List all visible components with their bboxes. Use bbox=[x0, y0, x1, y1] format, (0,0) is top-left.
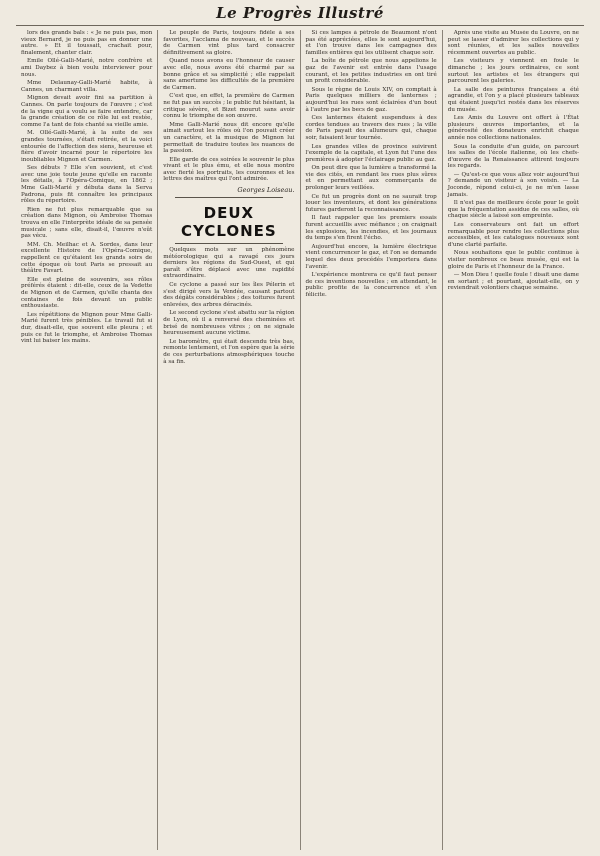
paragraph: Sous le règne de Louis XIV, on comptait à Paris quelques milliers de lanternes ; aujourd'hui les rues sont éclairées d'un bout à l'autre par les becs de gaz. bbox=[305, 86, 437, 113]
paragraph: Ces lanternes étaient suspendues à des cordes tendues au travers des rues ; la ville de Paris payait des allumeurs qui, chaque soir, faisaient leur tournée. bbox=[305, 115, 437, 141]
paragraph: lors des grands bals : « Je ne puis pas, mon vieux Bernard, je ne puis pas en donner une autre. » Et il toussait, crachait pour, finalement, chanter clair. bbox=[21, 30, 153, 56]
paragraph: Ce fut un progrès dont on ne saurait trop louer les inventeurs, et dont les générations futures garderont la reconnaissance. bbox=[305, 193, 437, 213]
paragraph: Mignon devait avoir fini sa partition à Cannes. On parle toujours de l'œuvre ; c'est de la vigne qui a voulu se faire entendre, car la grande création de ce rôle lui est restée, comme l'a tant de fois chanté sa vieille amie. bbox=[21, 95, 153, 128]
column-3 bbox=[300, 30, 442, 850]
article-cyclones bbox=[163, 204, 294, 365]
article-signature: Georges Loiseau. bbox=[237, 186, 295, 195]
article-galli-marie bbox=[21, 30, 152, 345]
paragraph: M. Ollé-Galli-Marié, à la suite de ses grandes tournées, s'était retirée, et la voici entourée de l'affection des siens, heureuse et fière d'avoir incarné pour le répertoire les inoubliables Mignon et Carmen. bbox=[21, 130, 153, 163]
section-divider bbox=[175, 197, 282, 198]
paragraph: Les conservateurs ont fait un effort remarquable pour rendre les collections plus accessibles, et les catalogues nouveaux sont d'une clarté parfaite. bbox=[447, 222, 579, 248]
paragraph: Ses débuts ? Elle s'en souvient, et c'est avec une joie toute jeune qu'elle en raconte les détails, à l'Opéra-Comique, en 1862 ; Mme Galli-Marié y débuta dans la Serva Padrona, puis fit connaître les principaux rôles du répertoire. bbox=[21, 165, 153, 205]
paragraph: Les visiteurs y viennent en foule le dimanche ; les jours ordinaires, ce sont surtout les artistes et les étrangers qui parcourent les galeries. bbox=[447, 58, 579, 85]
columns bbox=[16, 30, 584, 850]
paragraph: Quelques mots sur un phénomène météorologique qui a ravagé ces jours derniers les régions du Sud-Ouest, et qui paraît s'être déplacé avec une rapidité extraordinaire. bbox=[163, 247, 295, 280]
column-2 bbox=[157, 30, 299, 850]
paragraph: Ce cyclone a passé sur les îles Pélerin et s'est dirigé vers la Vendée, causant partout des dégâts considérables ; des toitures furent enlevées, des arbres déracinés. bbox=[163, 282, 295, 308]
paragraph: La salle des peintures françaises a été agrandie, et l'on y a placé plusieurs tableaux qui étaient jusqu'ici restés dans les réserves du musée. bbox=[447, 86, 579, 113]
paragraph: Elle garde de ces soirées le souvenir le plus vivant et le plus ému, et elle nous montre avec fierté les portraits, les couronnes et les lettres des maîtres qui l'ont admirée. bbox=[163, 156, 295, 183]
paragraph: Il n'est pas de meilleure école pour le goût que la fréquentation assidue de ces salles, où chaque siècle a laissé son empreinte. bbox=[447, 200, 579, 220]
paragraph: Rien ne fut plus remarquable que sa création dans Mignon, où Ambroise Thomas trouva en elle l'interprète idéale de sa pensée musicale ; sans elle, disait-il, l'œuvre n'eût pas vécu. bbox=[21, 206, 153, 240]
article-headline: DEUX CYCLONES bbox=[181, 204, 277, 241]
masthead-title: Le Progrès Illustré bbox=[216, 4, 384, 22]
article-continued bbox=[163, 30, 294, 194]
paragraph: Après une visite au Musée du Louvre, on ne peut se lasser d'admirer les collections qui y sont réunies, et les salles nouvelles récemment ouvertes au public. bbox=[447, 30, 579, 56]
masthead bbox=[16, 0, 584, 26]
paragraph: Le second cyclone s'est abattu sur la région de Lyon, où il a renversé des cheminées et brisé de nombreuses vitres ; on ne signale heureusement aucune victime. bbox=[163, 310, 295, 337]
column-1 bbox=[16, 30, 157, 850]
paragraph: Les grandes villes de province suivirent l'exemple de la capitale, et Lyon fut l'une des premières à adopter l'éclairage public au gaz. bbox=[305, 143, 437, 163]
paragraph: MM. Ch. Meilhac et A. Sordes, dans leur excellente Histoire de l'Opéra-Comique, rappellent ce qu'étaient les grands soirs de cette époque où tout Paris se pressait au théâtre Favart. bbox=[21, 241, 153, 275]
paragraph: Le peuple de Paris, toujours fidèle à ses favorites, l'acclama de nouveau, et le succès de Carmen vint plus tard consacrer définitivement sa gloire. bbox=[163, 30, 295, 56]
paragraph: Mme Delaunay-Galli-Marié habite, à Cannes, un charmant villa. bbox=[21, 80, 153, 93]
paragraph: Quand nous avons eu l'honneur de causer avec elle, nous avons été charmé par sa bonne grâce et sa simplicité ; elle rappelait sans amertume les difficultés de la première de Carmen. bbox=[163, 58, 295, 91]
paragraph: Elle est pleine de souvenirs, ses rôles préférés étaient : dit-elle, ceux de la Vedette de Mignon et de Carmen, qu'elle chanta des centaines de fois devant un public enthousiaste. bbox=[21, 276, 153, 310]
article-louvre bbox=[448, 30, 579, 292]
headline-divider bbox=[175, 243, 282, 244]
paragraph: Il faut rappeler que les premiers essais furent accueillis avec méfiance ; on craignait les explosions, les incendies, et les journaux du temps s'en firent l'écho. bbox=[305, 215, 437, 242]
paragraph: Sous la conduite d'un guide, on parcourt les salles de l'école italienne, où les chefs-d'œuvre de la Renaissance attirent toujours les regards. bbox=[447, 143, 579, 170]
paragraph: Les Amis du Louvre ont offert à l'État plusieurs œuvres importantes, et la générosité des donateurs enrichit chaque année nos collections nationales. bbox=[447, 115, 579, 141]
paragraph: C'est que, en effet, la première de Carmen ne fut pas un succès ; le public fut hésitant, la critique sévère, et Bizet mourut sans avoir connu le triomphe de son œuvre. bbox=[163, 93, 295, 120]
paragraph: Les répétitions de Mignon pour Mme Galli-Marié furent très pénibles. Le travail fut si dur, disait-elle, que souvent elle pleura ; et puis ce fut le triomphe, et Ambroise Thomas vint lui baiser les mains. bbox=[21, 311, 153, 345]
paragraph: La boîte de pétrole que nous appelions le gaz de l'avenir est entrée dans l'usage courant, et les petites industries en ont tiré un profit considérable. bbox=[305, 58, 437, 85]
paragraph: Nous souhaitons que le public continue à visiter nombreux ce beau musée, qui est la gloire de Paris et l'honneur de la France. bbox=[447, 250, 579, 270]
paragraph: Si ces lampes à pétrole de Beaumont n'ont pas été appréciées, elles le sont aujourd'hui, et l'on trouve dans les campagnes des familles entières qui les utilisent chaque soir. bbox=[305, 30, 437, 56]
paragraph: Aujourd'hui encore, la lumière électrique vient concurrencer le gaz, et l'on se demande lequel des deux procédés l'emportera dans l'avenir. bbox=[305, 243, 437, 270]
paragraph: Mme Galli-Marié nous dit encore qu'elle aimait surtout les rôles où l'on pouvait créer un caractère, et la musique de Mignon lui permettait de traduire toutes les nuances de la passion. bbox=[163, 121, 295, 155]
paragraph: On peut dire que la lumière a transformé la vie des cités, en rendant les rues plus sûres et en permettant aux commerçants de prolonger leurs veillées. bbox=[305, 165, 437, 192]
paragraph: Le baromètre, qui était descendu très bas, remonte lentement, et l'on espère que la série de ces perturbations atmosphériques touche à sa fin. bbox=[163, 338, 295, 365]
paragraph: — Qu'est-ce que vous allez voir aujourd'hui ? demande un visiteur à son voisin. — La Joconde, répond celui-ci, je ne m'en lasse jamais. bbox=[447, 171, 579, 198]
paragraph: — Mon Dieu ! quelle foule ! disait une dame en sortant ; et pourtant, ajoutait-elle, on y reviendrait volontiers chaque semaine. bbox=[447, 272, 579, 292]
paragraph: Emile Ollé-Galli-Marié, notre confrère et ami Daybez à bien voulu interviewer pour nous. bbox=[21, 58, 153, 78]
article-lighting bbox=[306, 30, 437, 299]
column-4 bbox=[442, 30, 584, 850]
paragraph: L'expérience montrera ce qu'il faut penser de ces inventions nouvelles ; en attendant, le public profite de la concurrence et s'en félicite. bbox=[305, 272, 437, 298]
